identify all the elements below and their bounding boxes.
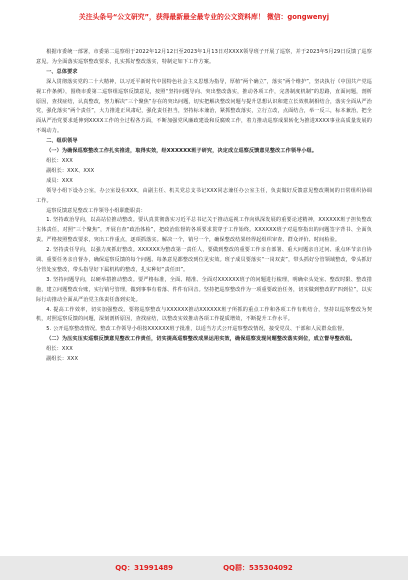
paragraph: 4. 提高工作效率，切实加强整改。要将巡察整改与XXXXXX推动XXXXXX班子所抓的重点工作和各项工作有机结合，坚持以巡察整改为契机，对照巡察反馈的问题，深刻剖析原因，查找症结，以整改实效推动各项工作提质增效，不断提升工作水平。 [36, 306, 372, 323]
qq-group-contact: QQ群：535304092 [223, 564, 293, 572]
contact-footer [0, 556, 408, 580]
banner-text: 关注头条号“公文研究”，获得最新最全最专业的公文资料库！ 微信：gongwenyj [78, 12, 330, 21]
qq-contact: QQ：31991489 [115, 564, 174, 572]
paragraph: 2. 坚持责任导向，以强力度抓好整改。XXXXXX为整改第一责任人，要做到整改的重要工作亲自部署、重大问题亲自过问、重点环节亲自协调、重要任务亲自督办，确保巡察反馈的每个问题、每条意见都整改到位见实效。班子成员要落实“一岗双责”，带头抓好分管领域整改，带头抓好分管处室整改，带头指导好下属机构的整改，扎实种好“责任田”。 [36, 247, 372, 273]
paragraph: 副组长：XXX [46, 356, 79, 363]
subsection-heading: （二）为压实压实巡察反馈意见整改工作责任，切实提高巡察整改成果运用实效，确保巡察发现问题整改落实到位，成立督导整改组。 [46, 336, 356, 343]
paragraph: 根据市委统一部署，市委第二巡察组于2022年12月12日至2023年1月13日对XXXX领导班子开展了巡察，并于2023年5月29日反馈了巡察意见。为全面落实巡察整改要求，扎实抓好整改落实，特制定如下工作方案。 [36, 49, 372, 65]
paragraph: 巡察反馈意见整改工作领导小组职能职责： [46, 207, 146, 214]
paragraph: 组长：XXX [46, 346, 73, 353]
paragraph: 3. 坚持问题导向，以硬举措推动整改。要严格标准，全面、精准、全面对XXXXXX班子的问题进行梳理，明确牵头处室、整改时限、整改措施，建立问题整改台账，实行销号管理，做到事事有着落、件件有回音。坚持把巡察整改作为一项重要政治任务，切实做到整改的“四到位”，以实际行动推动全面从严治党主体责任落到实处。 [36, 276, 372, 303]
paragraph: 副组长：XXX、XXX [46, 167, 95, 174]
paragraph: 深入贯彻落实党的二十大精神，以习近平新时代中国特色社会主义思想为指导，厚植“两个确立”，落实“两个维护”，坚决执行《中国共产党巡视工作条例》，围绕市委第二巡察组巡察反馈意见，按照“坚持问题导向、突出整改落实，推动各项工作，完善制度机制”的思路，直面问题，剖析原因，查找症结，认真整改，努力解决“三个聚焦”存在的突出问题，切实把解决整改问题与提升思想认识和建立长效机制相结合，落实全面从严治党，强化落实“两个责任”，大力推进正风肃纪，强化责任担当，坚持标本兼治，紧抓整改落实，立行立改，点面结合，举一反三，标本兼治，把全面从严治党要求延伸到XXXX工作的全过程各方面，不断加强党风廉政建设和反腐败工作，着力推动巡察成果转化为推进XXXX事业高质量发展的不竭动力。 [36, 78, 372, 135]
paragraph: 成员：XXX [46, 177, 73, 184]
promo-banner [0, 0, 408, 34]
paragraph: 5. 公开巡察整改情况。整改工作领导小组按XXXXXX班子批准，以适当方式公开巡察整改情况，接受党员、干部和人民群众监督。 [46, 326, 348, 333]
subsection-heading: （一）为确保巡察整改工作扎实推进，取得实效，经XXXXXX班子研究，决定成立巡察反馈意见整改工作领导小组。 [46, 148, 318, 155]
paragraph: 领导小组下设办公室，办公室设在XXX，由副主任、机关党总支书记XXX同志兼任办公室主任，负责做好反馈意见整改期间的日常组织协调工作。 [36, 187, 372, 204]
paragraph: 1. 坚持政治导向，以高站位推动整改。要认真贯彻落实习近平总书记关于推动巡视工作向纵深发展的重要论述精神，XXXXXX班子担负整改主体责任，对照“三个聚焦”，开展自查“政治体检”，把政治监督的各项要求贯穿于工作始终。XXXXXX班子对巡察指出的问题签字背书、全面负责。严格按照整改要求，突出工作重点，逐项抓落实。解决一个，销号一个，确保整改结果经得起组织审查、群众评价、时间检验。 [36, 217, 372, 244]
section-heading: 一、总体要求 [46, 68, 78, 75]
document-body [36, 48, 372, 365]
paragraph: 组长：XXX [46, 157, 73, 164]
section-heading: 二、组织领导 [46, 138, 78, 145]
